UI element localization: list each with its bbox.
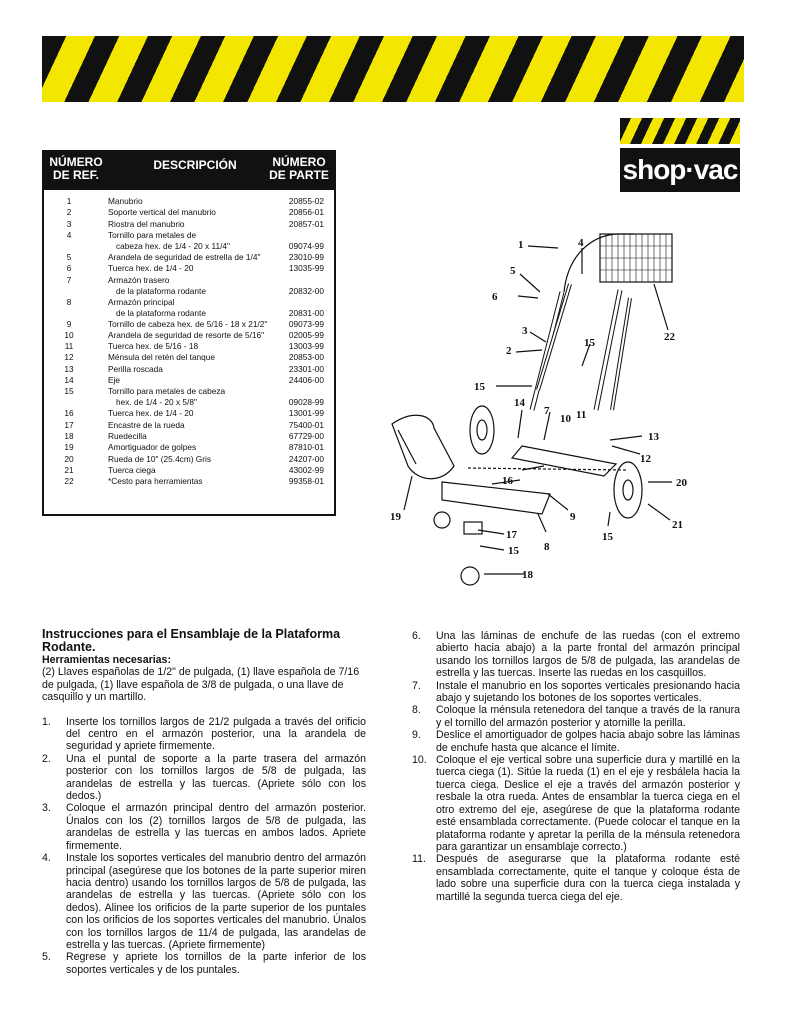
- callout-label: 11: [576, 409, 587, 421]
- part-number: 20856-01: [288, 207, 324, 218]
- step-text: Coloque el eje vertical sobre una superficie dura y martillé en la tuerca ciega (1). Sitúe la rueda (1) en el eje y resbálela hacia la tuerca ciega. Deslice el eje a través del armazón posterior y resbale la otra rueda. Antes de ensamblar la tuerca ciega en el otro extremo del eje, asegúrese de que la plataforma rodante esté ensamblada correctamente. (Puede colocar el tanque en la plataforma rodante y apretar la perilla de la ménsula retenedora para garantizar un ensamblaje correcto.): [436, 754, 740, 853]
- instruction-step: [42, 753, 366, 803]
- part-description-line1: Tornillo de cabeza hex. de 5/16 - 18 x 21/2": [108, 318, 268, 329]
- part-description: [108, 252, 278, 263]
- part-description-line1: Arandela de seguridad de resorte de 5/16": [108, 329, 265, 340]
- main-frame: [512, 446, 616, 476]
- part-description: [108, 375, 278, 386]
- part-description: [108, 275, 278, 297]
- part-number: 20857-01: [288, 218, 324, 229]
- part-description: [108, 431, 278, 442]
- instructions-title: Instrucciones para el Ensamblaje de la Plataforma Rodante.: [42, 627, 341, 654]
- part-number: 43002-99: [288, 464, 324, 475]
- part-number: 20832-00: [288, 285, 324, 296]
- step-text: Deslice el amortiguador de golpes hacia abajo sobre las láminas de enchufe hasta que alcance el límite.: [436, 729, 740, 754]
- part-description-line1: Tuerca hex. de 1/4 - 20: [108, 263, 194, 274]
- part-number: 75400-01: [288, 419, 324, 430]
- part-ref: 9: [66, 318, 72, 329]
- part-number: 13003-99: [288, 341, 324, 352]
- part-description-line1: Tuerca hex. de 1/4 - 20: [108, 408, 194, 419]
- instruction-step: [42, 802, 366, 852]
- diagram-callouts: [390, 237, 688, 581]
- callout-label: 21: [672, 519, 683, 531]
- callout-label: 6: [492, 291, 498, 303]
- step-number: 4.: [42, 852, 51, 865]
- header-ref: NÚMERO DE REF.: [49, 155, 103, 182]
- part-ref: 21: [64, 464, 74, 475]
- part-number: 20855-02: [288, 196, 324, 206]
- header-part-number: NÚMERO DE PARTE: [269, 155, 329, 182]
- part-description-line1: Manubrio: [108, 196, 143, 206]
- part-ref: 7: [66, 274, 72, 285]
- part-ref: 16: [64, 408, 74, 419]
- part-description: [108, 319, 278, 330]
- part-ref: 8: [66, 296, 72, 307]
- instructions-right-column: [412, 630, 740, 903]
- part-description-line1: Rueda de 10" (25.4cm) Gris: [108, 453, 212, 464]
- part-ref: 6: [66, 263, 72, 274]
- header-description: DESCRIPCIÓN: [153, 158, 237, 172]
- part-ref: 2: [66, 207, 72, 218]
- part-ref: 4: [66, 229, 72, 240]
- callout-label: 14: [514, 397, 525, 409]
- part-description-line1: Tuerca hex. de 5/16 - 18: [108, 341, 199, 352]
- part-description: [108, 352, 278, 363]
- part-description-line1: Arandela de seguridad de estrella de 1/4": [108, 251, 261, 262]
- part-description: [108, 297, 278, 319]
- callout-label: 8: [544, 541, 550, 553]
- step-text: Regrese y apriete los tornillos de la parte inferior de los soportes verticales y de los puntales.: [66, 951, 366, 976]
- part-number: 20831-00: [288, 307, 324, 318]
- wheel-right: [614, 462, 642, 518]
- part-description-line1: Ruedecilla: [108, 430, 147, 441]
- part-description-line1: Riostra del manubrio: [108, 218, 185, 229]
- callout-label: 15: [584, 337, 595, 349]
- part-description: [108, 476, 278, 487]
- part-description-line1: Tornillo para metales de cabeza: [108, 386, 226, 397]
- callout-label: 4: [578, 237, 584, 249]
- part-ref: 10: [64, 329, 74, 340]
- tools-label: Herramientas necesarias:: [42, 654, 171, 666]
- part-description: [108, 230, 278, 252]
- part-ref: 12: [64, 352, 74, 363]
- instruction-step: [412, 853, 740, 903]
- callout-label: 12: [640, 453, 651, 465]
- step-number: 10.: [412, 754, 427, 767]
- callout-label: 13: [648, 431, 659, 443]
- part-description-line1: *Cesto para herramientas: [108, 476, 203, 487]
- step-number: 6.: [412, 630, 421, 642]
- callout-label: 3: [522, 325, 528, 337]
- hazard-stripe-banner: [42, 36, 744, 102]
- callout-label: 10: [560, 413, 571, 425]
- part-description: [108, 219, 278, 230]
- step-number: 2.: [42, 752, 51, 765]
- instruction-step: [412, 704, 740, 729]
- callout-label: 19: [390, 511, 401, 523]
- step-text: Una las láminas de enchufe de las ruedas (con el extremo abierto hacia abajo) a la parte frontal del armazón principal usando los tornillos largos de 5/8 de pulgada, las arandelas de estrella y las tuercas. Inserte las ruedas en los casquillos.: [436, 630, 740, 680]
- part-ref: 22: [64, 476, 74, 487]
- part-number: 20853-00: [288, 352, 324, 363]
- caster-lower: [461, 567, 479, 585]
- step-text: Inserte los tornillos largos de 21/2 pulgada a través del orificio del centro en el armazón posterior, una la arandela de seguridad y apriete firmemente.: [66, 715, 366, 753]
- exploded-assembly-diagram: [372, 214, 734, 594]
- callout-label: 15: [508, 545, 519, 557]
- step-number: 3.: [42, 802, 51, 815]
- caster-upper: [434, 512, 450, 528]
- step-number: 5.: [42, 951, 51, 964]
- part-description-line1: Armazón principal: [108, 296, 175, 307]
- part-description-line2: de la plataforma rodante: [116, 285, 206, 296]
- part-number: 87810-01: [288, 442, 324, 453]
- step-text: Coloque la ménsula retenedora del tanque a través de la ranura y el tornillo del armazón posterior y atornille la perilla.: [436, 704, 740, 729]
- part-number: 13001-99: [288, 408, 324, 419]
- step-text: Después de asegurarse que la plataforma rodante esté ensamblada correctamente, quite el tanque y coloque ésta de lado sobre una superficie dura con la tuerca ciega instalada y martillé la segunda tuerca ciega del eje.: [436, 853, 740, 903]
- part-number: 23301-00: [288, 363, 324, 374]
- step-text: Instale los soportes verticales del manubrio dentro del armazón principal (asegúrese que los botones de la parte superior miren hacia dentro) usando los tornillos largos de 5/8 de pulgada, las arandelas de estrella y las tuercas. (Apriete sólo con los dedos). Alinee los orificios de la parte superior de los puntales con los orificios de los soportes verticales del manubrio. Únalos con los tornillos largos de 11/4 de pulgada, las arandelas de estrella y las tuercas. (Apriete firmemente): [66, 852, 366, 951]
- part-ref: 19: [64, 442, 74, 453]
- callout-label: 7: [544, 405, 550, 417]
- part-description: [108, 465, 278, 476]
- part-ref: 15: [64, 386, 74, 397]
- part-description: [108, 408, 278, 419]
- logo-hazard-stripes: [620, 118, 740, 144]
- callout-label: 1: [518, 239, 524, 251]
- part-number: 67729-00: [288, 430, 324, 441]
- part-ref: 13: [64, 363, 74, 374]
- instruction-step: [42, 951, 366, 976]
- part-description-line2: hex. de 1/4 - 20 x 5/8": [116, 397, 197, 408]
- part-ref: 11: [64, 341, 74, 352]
- part-ref: 14: [64, 375, 74, 385]
- part-description-line2: de la plataforma rodante: [116, 307, 206, 318]
- step-number: 11.: [412, 853, 426, 866]
- part-number: 24207-00: [288, 453, 324, 464]
- part-number: 09028-99: [288, 397, 324, 408]
- part-description-line1: Tornillo para metales de: [108, 229, 197, 240]
- logo-wordmark: shop·vac: [620, 148, 740, 192]
- part-ref: 20: [64, 453, 74, 464]
- part-description-line2: cabeza hex. de 1/4 - 20 x 11/4": [116, 240, 230, 251]
- callout-label: 5: [510, 265, 516, 277]
- part-description-line1: Perilla roscada: [108, 363, 163, 374]
- step-text: Instale el manubrio en los soportes verticales presionando hacia abajo y sujetando los botones de los soportes verticales.: [436, 679, 740, 705]
- instruction-step: [412, 754, 740, 853]
- steps-right-list: [412, 630, 740, 903]
- part-ref: 17: [64, 419, 74, 430]
- part-description: [108, 454, 278, 465]
- callout-label: 15: [602, 531, 613, 543]
- part-ref: 18: [64, 430, 74, 441]
- step-number: 7.: [412, 679, 421, 692]
- instruction-step: [412, 729, 740, 754]
- part-number: 23010-99: [288, 251, 324, 262]
- part-description-line1: Encastre de la rueda: [108, 419, 185, 430]
- part-description-line1: Ménsula del retén del tanque: [108, 352, 216, 363]
- part-description-line1: Amortiguador de golpes: [108, 442, 197, 453]
- part-description-line1: Soporte vertical del manubrio: [108, 207, 216, 218]
- part-number: 09074-99: [288, 240, 324, 251]
- shop-vac-logo: [620, 118, 740, 196]
- callout-label: 2: [506, 345, 512, 357]
- part-description: [108, 263, 278, 274]
- step-number: 8.: [412, 704, 421, 717]
- part-ref: 3: [66, 218, 72, 229]
- callout-label: 16: [502, 475, 513, 487]
- part-number: 99358-01: [288, 476, 324, 487]
- part-description: [108, 364, 278, 375]
- part-number: 09073-99: [288, 318, 324, 329]
- part-description-line1: Eje: [108, 375, 120, 385]
- part-number: 24406-00: [288, 375, 324, 385]
- instruction-step: [42, 852, 366, 951]
- tools-text: (2) Llaves españolas de 1/2" de pulgada, (1) llave española de 7/16 de pulgada, (1) llave española de 3/8 de pulgada, o una llave de casquillo y un martillo.: [42, 666, 360, 704]
- step-text: Coloque el armazón principal dentro del armazón posterior. Únalos con los (2) tornillos largos de 5/8 de pulgada, las arandelas de estrella y las tuercas en ambos lados. Apriete firmemente.: [66, 802, 366, 852]
- part-description: [108, 386, 278, 408]
- steps-left-list: [42, 716, 366, 977]
- instruction-step: [412, 630, 740, 680]
- bumper: [392, 415, 454, 478]
- parts-table: [42, 150, 336, 516]
- step-text: Una el puntal de soporte a la parte trasera del armazón posterior con los tornillos largos de 5/8 de pulgada, las arandelas de estrella y las tuercas. (Apriete sólo con los dedos.): [66, 752, 366, 803]
- part-description: [108, 196, 278, 207]
- part-description-line1: Armazón trasero: [108, 274, 170, 285]
- handle-tube: [564, 234, 634, 292]
- part-ref: 5: [66, 251, 72, 262]
- callout-label: 17: [506, 529, 517, 541]
- callout-label: 22: [664, 331, 675, 343]
- step-number: 9.: [412, 729, 421, 742]
- instructions-left-column: [42, 628, 366, 976]
- wheel-left: [470, 406, 494, 454]
- callout-label: 15: [474, 381, 485, 393]
- part-description: [108, 330, 278, 341]
- callout-label: 20: [676, 477, 687, 489]
- part-number: 13035-99: [288, 263, 324, 274]
- parts-table-header: [44, 152, 334, 190]
- instruction-step: [412, 680, 740, 705]
- callout-label: 9: [570, 511, 576, 523]
- rear-frame: [442, 482, 550, 514]
- part-description: [108, 207, 278, 218]
- part-description: [108, 420, 278, 431]
- part-description: [108, 341, 278, 352]
- callout-label: 18: [522, 569, 533, 581]
- part-number: 02005-99: [288, 329, 324, 340]
- instruction-step: [42, 716, 366, 753]
- part-description: [108, 442, 278, 453]
- part-ref: 1: [66, 196, 72, 206]
- part-description-line1: Tuerca ciega: [108, 464, 156, 475]
- step-number: 1.: [42, 715, 51, 728]
